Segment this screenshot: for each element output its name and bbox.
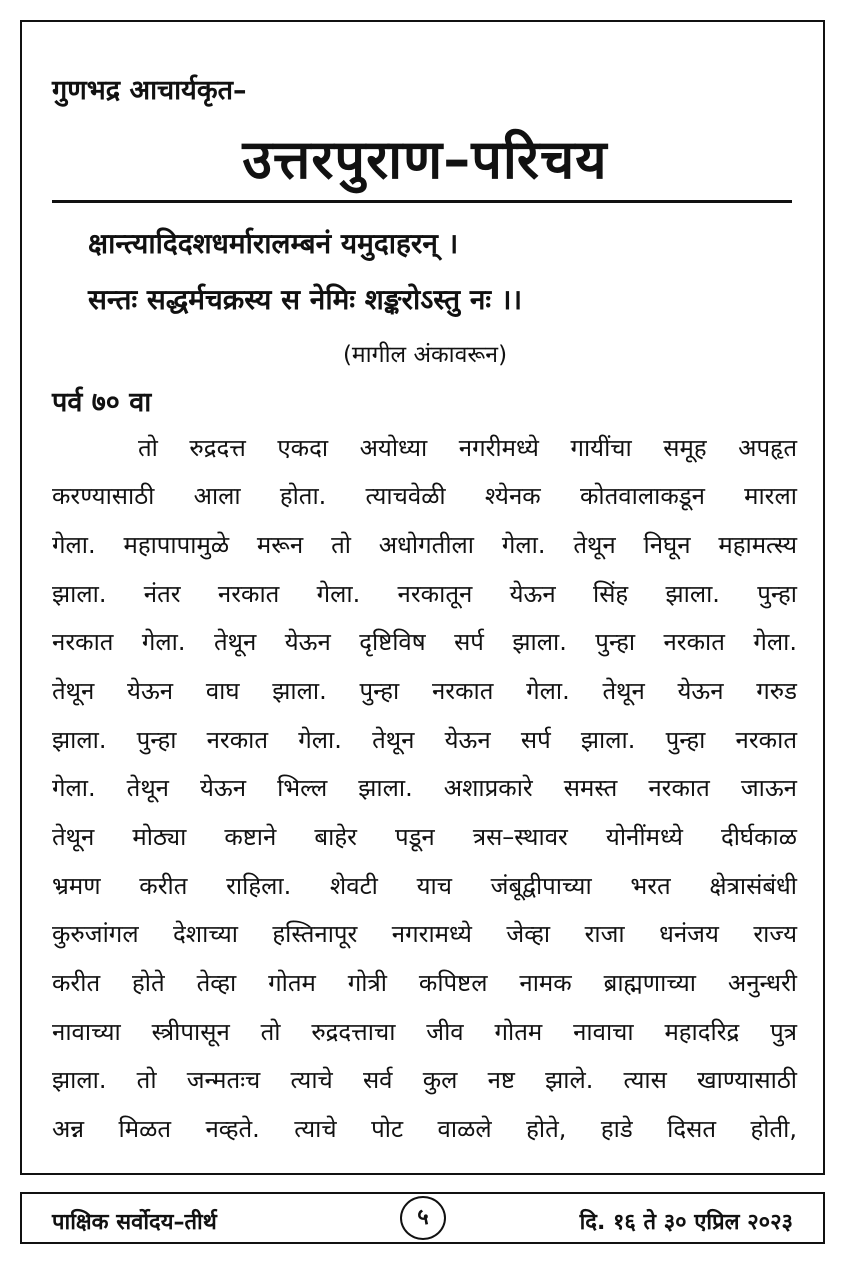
body-line: करीत होते तेव्हा गोतम गोत्री कपिष्टल नामक ब्राह्मणाच्या अनुन्धरी bbox=[52, 969, 797, 997]
body-line: नरकात गेला. तेथून येऊन दृष्टिविष सर्प झाला. पुन्हा नरकात गेला. bbox=[52, 628, 797, 656]
body-line: झाला. तो जन्मतःच त्याचे सर्व कुल नष्ट झाले. त्यास खाण्यासाठी bbox=[52, 1066, 797, 1094]
continued-note: (मागील अंकावरून) bbox=[342, 342, 508, 368]
body-line: गेला. महापापामुळे मरून तो अधोगतीला गेला. तेथून निघून महामत्स्य bbox=[52, 531, 797, 559]
section-heading: पर्व ७० वा bbox=[52, 387, 152, 418]
body-line: कुरुजांगल देशाच्या हस्तिनापूर नगरामध्ये जेव्हा राजा धनंजय राज्य bbox=[52, 920, 797, 948]
body-line: नावाच्या स्त्रीपासून तो रुद्रदत्ताचा जीव गोतम नावाचा महादरिद्र पुत्र bbox=[52, 1018, 797, 1046]
body-line: तेथून मोठ्या कष्टाने बाहेर पडून त्रस–स्थावर योनींमध्ये दीर्घकाळ bbox=[52, 823, 797, 851]
body-line: झाला. पुन्हा नरकात गेला. तेथून येऊन सर्प झाला. पुन्हा नरकात bbox=[52, 726, 797, 754]
body-line: करण्यासाठी आला होता. त्याचवेळी श्येनक कोतवालाकडून मारला bbox=[52, 482, 797, 510]
verse-line-2: सन्तः सद्धर्मचक्रस्य स नेमिः शङ्करोऽस्तु नः ।। bbox=[88, 283, 523, 316]
body-line: भ्रमण करीत राहिला. शेवटी याच जंबूद्वीपाच्या भरत क्षेत्रासंबंधी bbox=[52, 872, 797, 900]
article-title: उत्तरपुराण–परिचय bbox=[242, 128, 608, 191]
issue-date: दि. १६ ते ३० एप्रिल २०२३ bbox=[579, 1210, 793, 1235]
body-line: अन्न मिळत नव्हते. त्याचे पोट वाळले होते, हाडे दिसत होती, bbox=[52, 1115, 797, 1143]
body-line: झाला. नंतर नरकात गेला. नरकातून येऊन सिंह झाला. पुन्हा bbox=[52, 580, 797, 608]
publication-name: पाक्षिक सर्वोदय–तीर्थ bbox=[52, 1210, 217, 1235]
page-number: ५ bbox=[400, 1196, 446, 1240]
author-line: गुणभद्र आचार्यकृत– bbox=[52, 75, 247, 106]
body-line: तेथून येऊन वाघ झाला. पुन्हा नरकात गेला. तेथून येऊन गरुड bbox=[52, 677, 797, 705]
body-line: तो रुद्रदत्त एकदा अयोध्या नगरीमध्ये गायींचा समूह अपहृत bbox=[138, 434, 797, 462]
body-line: गेला. तेथून येऊन भिल्ल झाला. अशाप्रकारे समस्त नरकात जाऊन bbox=[52, 774, 797, 802]
title-divider bbox=[52, 200, 792, 203]
verse-line-1: क्षान्त्यादिदशधर्मारालम्बनं यमुदाहरन् । bbox=[88, 227, 459, 260]
page-footer bbox=[20, 1192, 825, 1244]
